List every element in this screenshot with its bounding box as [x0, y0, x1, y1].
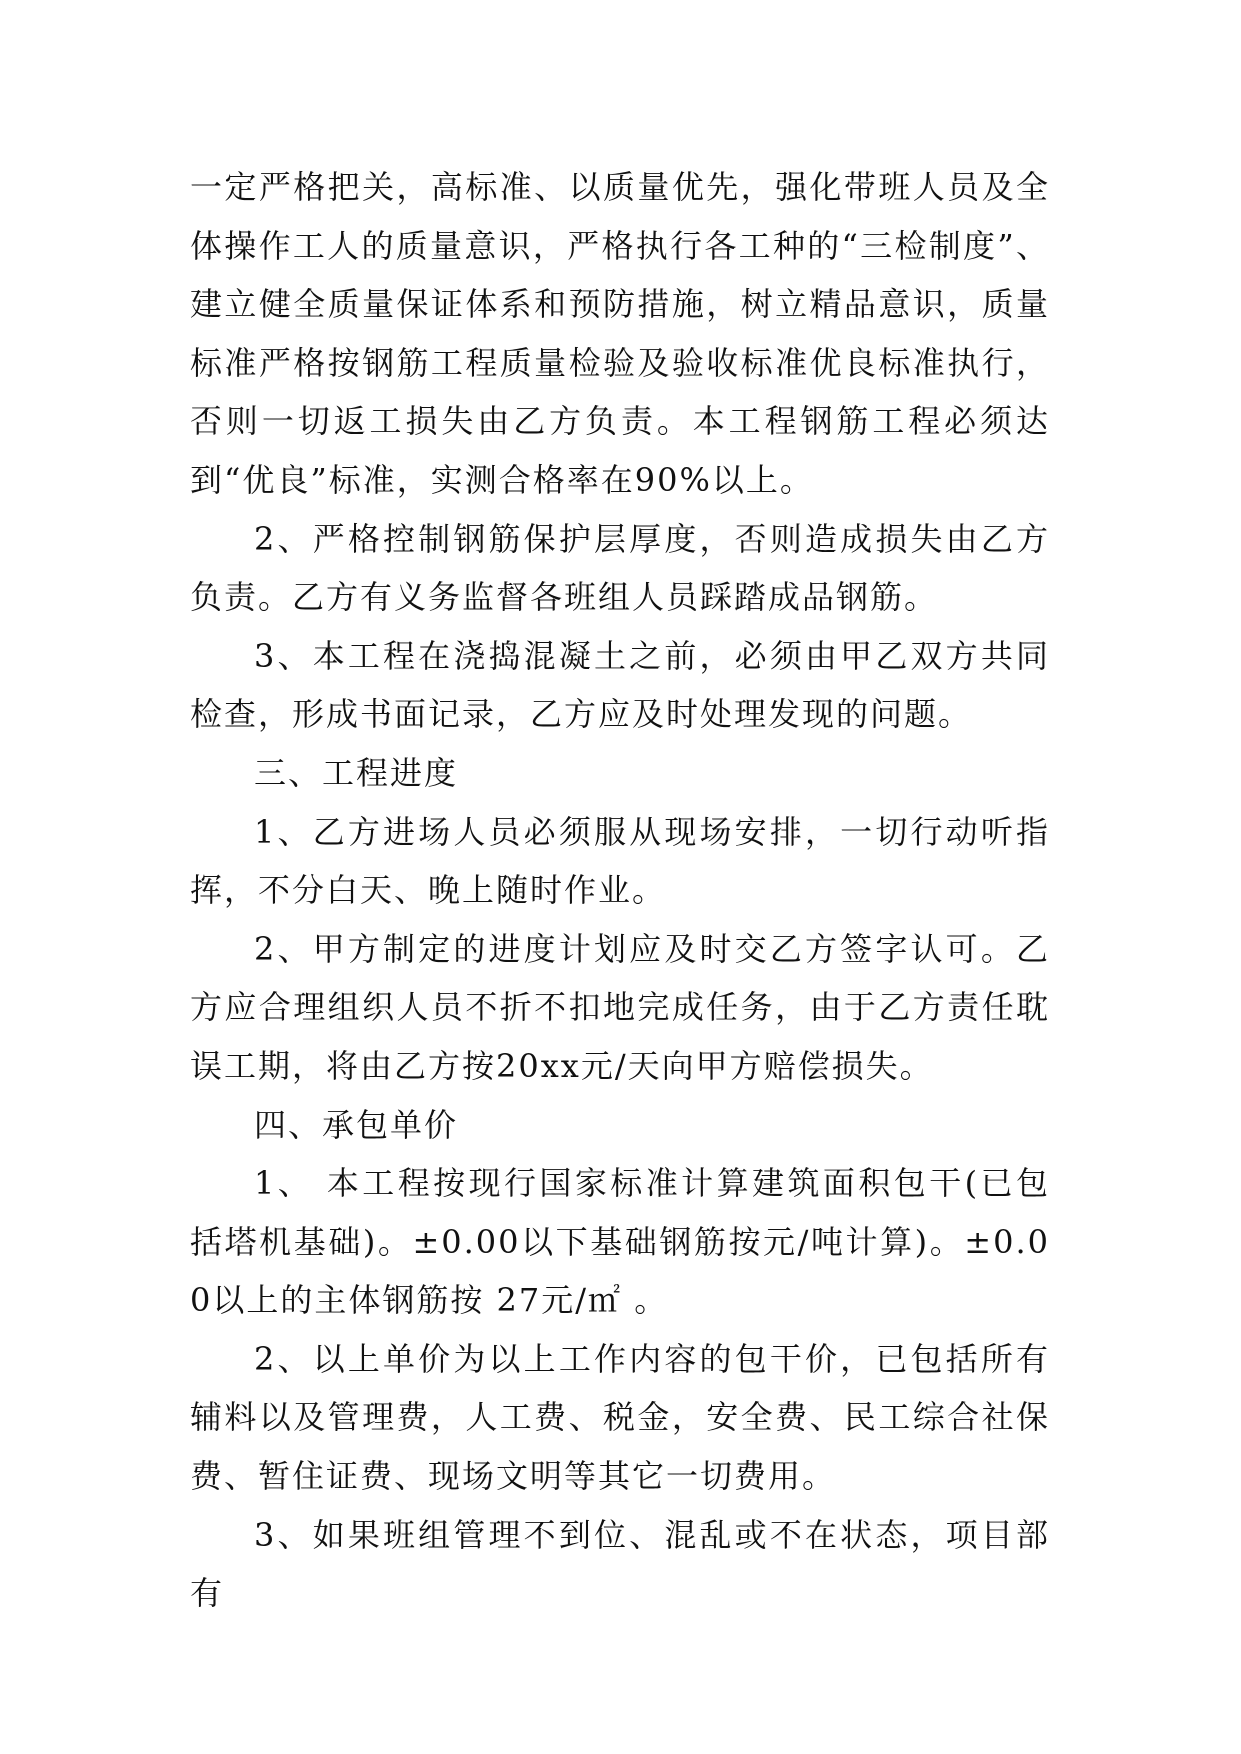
- paragraph-team-management: 3、如果班组管理不到位、混乱或不在状态，项目部有: [190, 1515, 1050, 1613]
- paragraph-area-pricing: 1、 本工程按现行国家标准计算建筑面积包干(已包括塔机基础)。±0.00以下基础钢筋按元/吨计算)。±0.00以上的主体钢筋按 27元/㎡ 。: [190, 1164, 1050, 1320]
- paragraph-cover-thickness: 2、严格控制钢筋保护层厚度，否则造成损失由乙方负责。乙方有义务监督各班组人员踩踏成品钢筋。: [190, 519, 1050, 617]
- section-heading-unit-price: 四、承包单价: [254, 1105, 459, 1144]
- document-body: [190, 158, 1050, 1623]
- paragraph-lump-sum-price: 2、以上单价为以上工作内容的包干价，已包括所有辅料以及管理费，人工费、税金，安全费、民工综合社保费、暂住证费、现场文明等其它一切费用。: [190, 1339, 1050, 1496]
- paragraph-pre-pour-inspection: 3、本工程在浇捣混凝土之前，必须由甲乙双方共同检查，形成书面记录，乙方应及时处理发现的问题。: [190, 636, 1050, 734]
- paragraph-site-arrangement: 1、乙方进场人员必须服从现场安排，一切行动听指挥，不分白天、晚上随时作业。: [190, 812, 1050, 910]
- paragraph-quality-standard: 一定严格把关，高标准、以质量优先，强化带班人员及全体操作工人的质量意识，严格执行各工种的“三检制度”、建立健全质量保证体系和预防措施，树立精品意识，质量标准严格按钢筋工程质量检验及验收标准优良标准执行，否则一切返工损失由乙方负责。本工程钢筋工程必须达到“优良”标准，实测合格率在90%以上。: [190, 168, 1050, 499]
- section-heading-progress: 三、工程进度: [254, 753, 459, 792]
- paragraph-schedule-approval: 2、甲方制定的进度计划应及时交乙方签字认可。乙方应合理组织人员不折不扣地完成任务，由于乙方责任耽误工期，将由乙方按20xx元/天向甲方赔偿损失。: [190, 929, 1050, 1085]
